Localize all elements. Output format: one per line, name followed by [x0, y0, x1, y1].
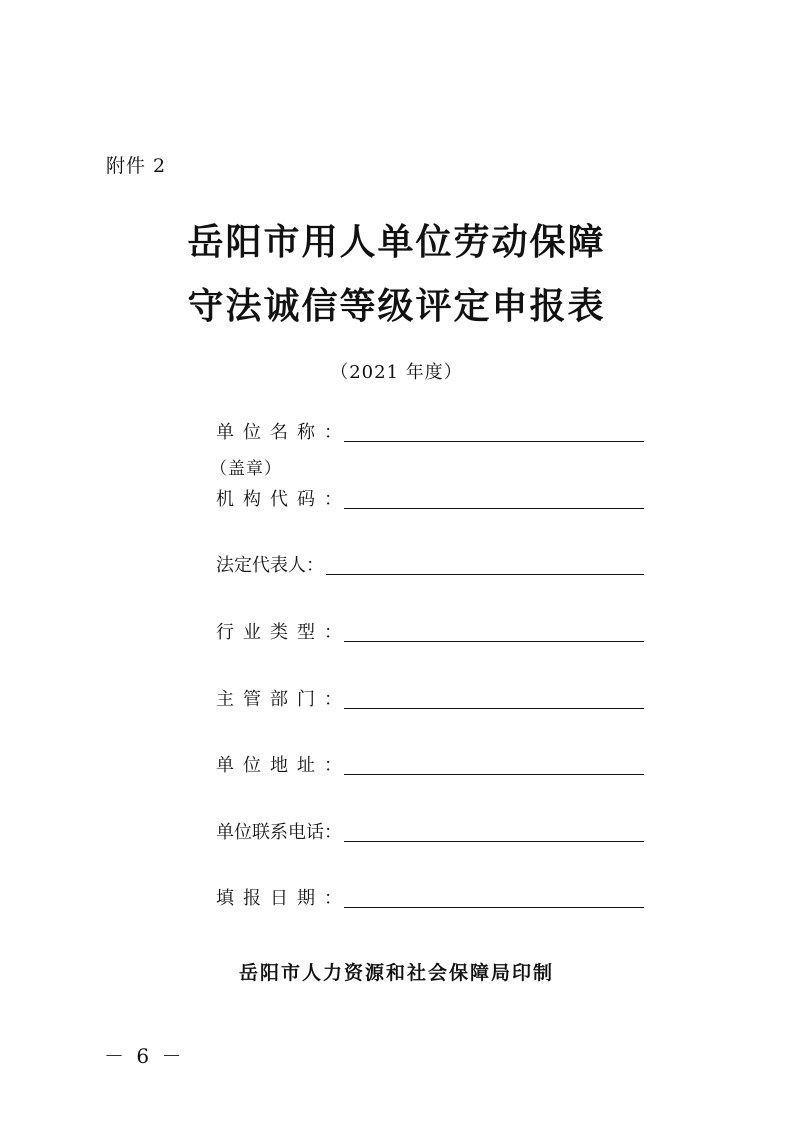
document-title-line1: 岳阳市用人单位劳动保障: [187, 221, 606, 263]
attachment-label: 附件 2: [106, 155, 167, 177]
phone-colon: ：: [324, 822, 342, 843]
unit-name-blank-line[interactable]: [344, 423, 644, 442]
issuer-footer: 岳阳市人力资源和社会保障局印制: [238, 962, 554, 984]
authority-label: 主管部门: [216, 689, 324, 710]
legal-rep-blank-line[interactable]: [326, 556, 644, 575]
seal-note: （盖章）: [210, 459, 282, 479]
fill-date-blank-line[interactable]: [344, 889, 644, 908]
unit-name-field[interactable]: [216, 416, 644, 444]
industry-type-colon: ：: [324, 622, 342, 643]
unit-name-colon: ：: [324, 422, 342, 443]
fill-date-colon: ：: [324, 888, 342, 909]
legal-rep-colon: ：: [306, 555, 324, 576]
industry-type-blank-line[interactable]: [344, 623, 644, 642]
org-code-label: 机构代码: [216, 489, 324, 510]
unit-name-label: 单位名称: [216, 422, 324, 443]
authority-field[interactable]: [216, 683, 644, 711]
address-colon: ：: [324, 755, 342, 776]
address-field[interactable]: [216, 749, 644, 777]
legal-rep-field[interactable]: [216, 549, 644, 577]
org-code-blank-line[interactable]: [344, 490, 644, 509]
fill-date-field[interactable]: [216, 882, 644, 910]
phone-field[interactable]: [216, 816, 644, 844]
page-number: － 6 －: [104, 1044, 185, 1068]
authority-colon: ：: [324, 689, 342, 710]
address-blank-line[interactable]: [344, 756, 644, 775]
legal-rep-label: 法定代表人: [216, 555, 306, 576]
phone-blank-line[interactable]: [344, 823, 644, 842]
org-code-field[interactable]: [216, 483, 644, 511]
authority-blank-line[interactable]: [344, 690, 644, 709]
fill-date-label: 填报日期: [216, 888, 324, 909]
address-label: 单位地址: [216, 755, 324, 776]
phone-label: 单位联系电话: [216, 822, 324, 843]
document-title-line2: 守法诚信等级评定申报表: [187, 285, 606, 327]
industry-type-field[interactable]: [216, 616, 644, 644]
year-note: （2021 年度）: [330, 362, 463, 383]
industry-type-label: 行业类型: [216, 622, 324, 643]
org-code-colon: ：: [324, 489, 342, 510]
